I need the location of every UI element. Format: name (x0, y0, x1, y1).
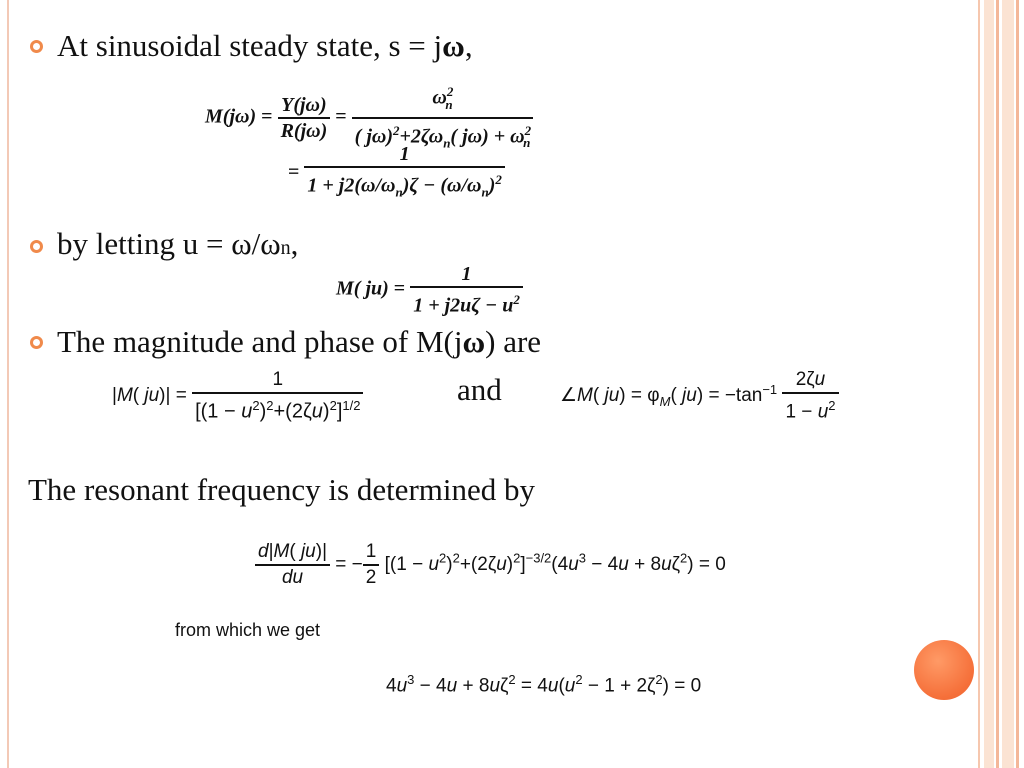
bullet-item-magnitude-phase (30, 322, 541, 362)
deco-stripe (1016, 0, 1019, 768)
deco-stripe (1002, 0, 1014, 768)
bullet-item-steady-state (30, 26, 473, 66)
from-which-text: from which we get (175, 620, 321, 640)
bullet-icon (30, 240, 43, 253)
decorative-circle-icon (914, 640, 974, 700)
deco-stripe (978, 0, 980, 768)
equation-result: $4u^3 - 4u + 8u\zeta^2 = 4u(u^2 - 1 + 2\zeta^2) = 0$ (386, 672, 702, 697)
bullet-text: The magnitude and phase of M(jω) are (57, 324, 542, 359)
bullet-item-letting-u (30, 224, 298, 268)
left-border (7, 0, 9, 768)
resonant-frequency-text: The resonant frequency is determined by (28, 472, 536, 507)
deco-stripe (984, 0, 994, 768)
and-label: and (457, 372, 502, 407)
bullet-icon (30, 336, 43, 349)
equation-normalized: = $\frac{1}{1 + j2(\omega/\omega_n)\zeta - (\omega/\omega_n)^2}$ (288, 142, 505, 205)
equation-magnitude: |M( ju)| = $\frac{1}{[(1 - u^2)^2+(2\zeta u)^2]^{1/2}}$ (112, 368, 363, 424)
bullet-icon (30, 40, 43, 53)
equation-transfer-function: M(jω) = $\frac{Y(j\omega)}{R(j\omega)}$ = $\frac{\omega^2_n}{( j\omega)^2+2\zeta\omega_n( j\omega) + \omega^2_n}$ (205, 80, 533, 155)
equation-phase: ∠M( $ju) = \varphi_M$( $ju) = -\tan^{-1}$ $\frac{2\zeta u}{1 - u^2}$ (560, 368, 839, 424)
bullet-text: by letting u = ω/ωn, (57, 226, 299, 261)
bullet-text: At sinusoidal steady state, s = jω, (57, 28, 473, 63)
equation-m-ju: M( ju) = $\frac{1}{1 + j2u\zeta - u^2}$ (336, 262, 523, 318)
equation-derivative: $\frac{d|M( ju)|}{du}$ = − $\frac{1}{2}$ $[(1 - u^2)^2+(2\zeta u)^2]^{-3/2}(4u^3 - 4u + 8u\zeta^2) = 0$ (255, 540, 726, 590)
right-decoration (978, 0, 1024, 768)
deco-stripe (996, 0, 999, 768)
